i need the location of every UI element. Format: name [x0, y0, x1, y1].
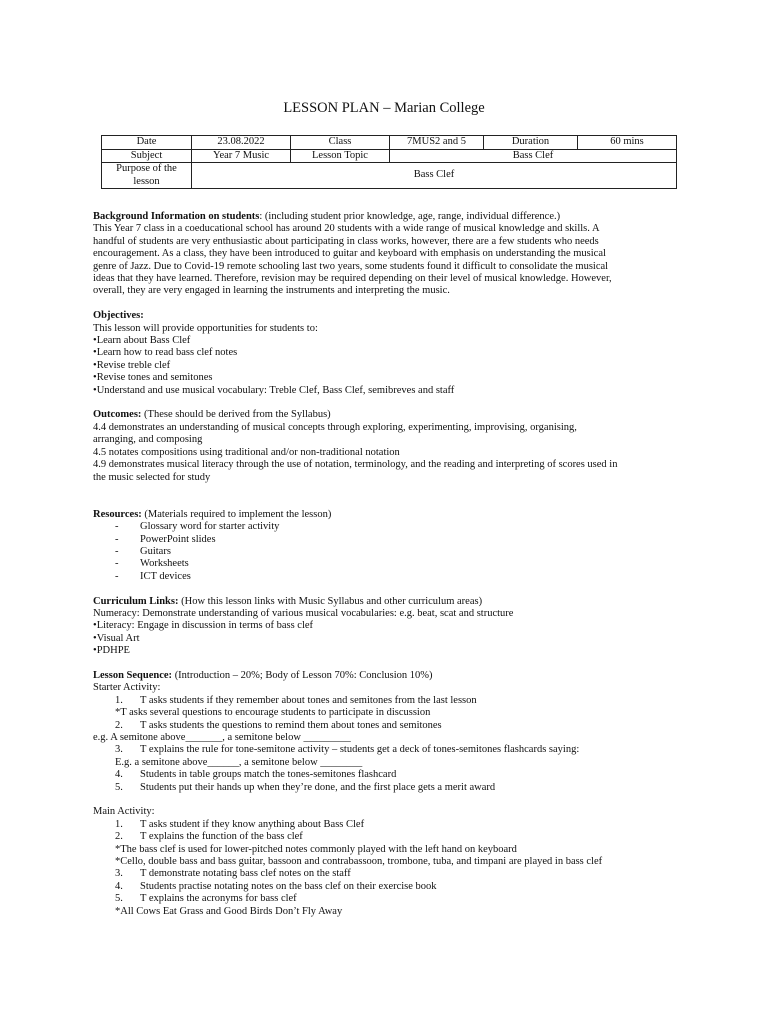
starter-example: e.g. A semitone above_______, a semitone below _________	[93, 731, 351, 743]
curriculum-item: • PDHPE	[93, 645, 683, 657]
background-line: ideas that they have learned. Therefore, revision may be required depending on their level of musical knowledge. However,	[93, 273, 612, 285]
class-value: 7MUS2 and 5	[390, 136, 484, 150]
lesson-info-table	[101, 135, 677, 189]
curriculum-heading: Curriculum Links:	[93, 595, 179, 607]
purpose-value: Bass Clef	[192, 163, 677, 189]
topic-label: Lesson Topic	[291, 149, 390, 163]
background-line: This Year 7 class in a coeducational school has around 20 students with a wide range of musical knowledge and skills. A	[93, 223, 600, 235]
outcomes-heading: Outcomes:	[93, 409, 142, 421]
main-note: *All Cows Eat Grass and Good Birds Don’t Fly Away	[115, 905, 343, 917]
objective-item: • Understand and use musical vocabulary: Treble Clef, Bass Clef, semibreves and staff	[93, 385, 683, 397]
topic-value: Bass Clef	[390, 149, 677, 163]
sequence-section: Lesson Sequence: (Introduction – 20%; Body of Lesson 70%: Conclusion 10%) Starter Activity: 1. T asks students if they remember about tones and semitones from the last lesson *T asks several questions to encourage students to participate in discussion 2. T asks students the questions to remind them about tones and semitones e.g. A semitone above_______, a semitone below _________ 3. T explains the rule for tone-semitone activity – students get a deck of tones-semitones flashcards saying: E.g. a semitone above______, a semitone below ________ 4. Students in table groups match the tones-semitones flashcard 5. Students put their hands up when they’re done, and the first place gets a merit award Main Activity: 1. T asks student if they know anything about Bass Clef 2. T explains the function of the bass clef *The bass clef is used for lower-pitched notes commonly played with the left hand on keyboard *Cello, double bass and bass guitar, bassoon and contrabassoon, trombone, tuba, and timpani are played in bass clef 3. T demonstrate notating bass clef notes on the staff 4. Students practise notating notes on the bass clef on their exercise book 5. T explains the acronyms for bass clef *All Cows Eat Grass and Good Birds Don’t Fly Away	[93, 670, 683, 918]
background-section	[93, 211, 683, 298]
main-note: *Cello, double bass and bass guitar, bassoon and contrabassoon, trombone, tuba, and timpani are played in bass clef	[115, 856, 603, 868]
starter-label: Starter Activity:	[93, 682, 161, 694]
subject-value: Year 7 Music	[192, 149, 291, 163]
objective-item: • Revise treble clef	[93, 360, 683, 372]
main-step: T explains the function of the bass clef	[140, 831, 303, 843]
outcome-line: 4.5 notates compositions using traditional and/or non-traditional notation	[93, 446, 400, 458]
curriculum-numeracy: Numeracy: Demonstrate understanding of various musical vocabularies: e.g. beat, scat and structure	[93, 607, 514, 619]
curriculum-item: • Literacy: Engage in discussion in terms of bass clef	[93, 620, 683, 632]
curriculum-note: (How this lesson links with Music Syllabus and other curriculum areas)	[178, 595, 483, 607]
resources-note: (Materials required to implement the lesson)	[141, 508, 332, 520]
resource-item: Worksheets	[140, 558, 189, 570]
starter-note: *T asks several questions to encourage students to participate in discussion	[115, 707, 431, 719]
background-line: genre of Jazz. Due to Covid-19 remote schooling last two years, some students found it difficult to consolidate the musical	[93, 260, 609, 272]
objectives-heading: Objectives:	[93, 310, 144, 322]
subject-label: Subject	[102, 149, 192, 163]
duration-label: Duration	[484, 136, 578, 150]
outcome-line: 4.9 demonstrates musical literacy through the use of notation, terminology, and the reading and interpreting of scores used in	[93, 459, 618, 471]
background-line: overall, they are very engaged in learning the instruments and interpreting the music.	[93, 285, 450, 297]
page-title: LESSON PLAN – Marian College	[283, 100, 485, 116]
background-line: handful of students are very enthusiastic about participating in class works, however, there are a few students who needs	[93, 235, 599, 247]
background-line: encouragement. As a class, they have been introduced to guitar and keyboard with emphasis on understanding the musical	[93, 248, 606, 260]
class-label: Class	[291, 136, 390, 150]
resource-item: PowerPoint slides	[140, 533, 216, 545]
outcome-line: the music selected for study	[93, 471, 211, 483]
resource-item: Guitars	[140, 545, 171, 557]
background-note: : (including student prior knowledge, age, range, individual difference.)	[259, 211, 561, 222]
outcomes-section	[93, 409, 683, 483]
outcomes-note: (These should be derived from the Syllabus)	[141, 409, 331, 421]
outcome-line: arranging, and composing	[93, 434, 203, 446]
main-step: Students practise notating notes on the bass clef on their exercise book	[140, 880, 437, 892]
objectives-section	[93, 310, 683, 397]
main-step: T explains the acronyms for bass clef	[140, 893, 297, 905]
purpose-label: Purpose of the lesson	[102, 163, 192, 189]
date-label: Date	[102, 136, 192, 150]
main-label: Main Activity:	[93, 806, 155, 818]
main-note: *The bass clef is used for lower-pitched notes commonly played with the left hand on keyboard	[115, 843, 517, 855]
duration-value: 60 mins	[578, 136, 677, 150]
outcome-line: 4.4 demonstrates an understanding of musical concepts through exploring, experimenting, improvising, organising,	[93, 421, 577, 433]
resource-item: Glossary word for starter activity	[140, 521, 280, 533]
starter-step: T asks students the questions to remind them about tones and semitones	[140, 719, 442, 731]
objective-item: • Revise tones and semitones	[93, 372, 683, 384]
objective-item: • Learn about Bass Clef	[93, 335, 683, 347]
sequence-note: (Introduction – 20%; Body of Lesson 70%: Conclusion 10%)	[172, 669, 433, 681]
objective-item: • Learn how to read bass clef notes	[93, 347, 683, 359]
resource-item: ICT devices	[140, 570, 191, 582]
main-step: T asks student if they know anything about Bass Clef	[140, 818, 365, 830]
starter-example: E.g. a semitone above______, a semitone below ________	[115, 756, 363, 768]
date-value: 23.08.2022	[192, 136, 291, 150]
starter-step: Students in table groups match the tones-semitones flashcard	[140, 769, 397, 781]
resources-heading: Resources:	[93, 508, 142, 520]
sequence-heading: Lesson Sequence:	[93, 669, 173, 681]
background-heading: Background Information on students	[93, 211, 260, 222]
main-step: T demonstrate notating bass clef notes on the staff	[140, 868, 351, 880]
objectives-intro: This lesson will provide opportunities for students to:	[93, 322, 318, 334]
starter-step: T explains the rule for tone-semitone activity – students get a deck of tones-semitones flashcards saying:	[140, 744, 580, 756]
starter-step: T asks students if they remember about tones and semitones from the last lesson	[140, 694, 477, 706]
starter-step: Students put their hands up when they’re done, and the first place gets a merit award	[140, 781, 496, 793]
lesson-body	[93, 211, 683, 918]
curriculum-item: • Visual Art	[93, 633, 683, 645]
resources-section: Resources: (Materials required to implement the lesson) - Glossary word for starter activity - PowerPoint slides - Guitars - Worksheets - ICT devices	[93, 508, 332, 582]
curriculum-section	[93, 596, 683, 658]
